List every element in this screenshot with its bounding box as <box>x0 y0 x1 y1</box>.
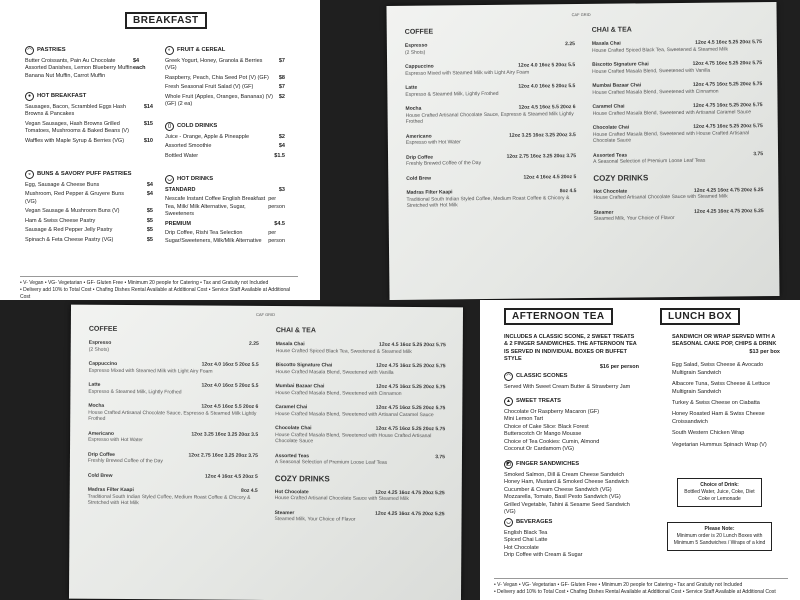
menu-item: Madras Filter Kaapi 8oz 4.5 Traditional South Indian Styled Coffee, Medium Roast Coffee & Chicory & Stretched with Hot Milk <box>87 486 258 507</box>
footer-line: • Delivery add 10% to Total Cost • Chafing Dishes Rental Available at Additional Cost • Service Staff Available at Additional Cost <box>494 589 776 595</box>
menu-item: Americano 12oz 3.25 16oz 3.25 20oz 3.5 Espresso with Hot Water <box>405 131 576 146</box>
cake-icon: ▲ <box>504 397 513 406</box>
menu-item: Mini Lemon Tart <box>504 416 544 423</box>
menu-item: Cappuccino 12oz 4.0 16oz 5 20oz 5.5 Espresso Mixed with Steamed Milk with Light Airy Foam <box>405 62 576 77</box>
per-person: per person <box>268 196 286 210</box>
sweet-heading: SWEET TREATS <box>516 397 561 404</box>
menu-item: Biscotto Signature Chai 12oz 4.75 16oz 5.25 20oz 5.75 House Crafted Masala Blend, Sweetened with Vanilla <box>275 362 446 376</box>
cafe-logo: CAF GRID <box>571 11 591 18</box>
menu-item: Mocha 12oz 4.5 16oz 5.5 20oz 6 House Crafted Artisanal Chocolate Sauce, Espresso & Steamed Milk Lightly Frothed <box>88 402 259 422</box>
footer-line: • V- Vegan • VG- Vegetarian • GF- Gluten Free • Minimum 20 people for Catering • Tax and Gratuity not Included <box>494 582 743 588</box>
scones-section <box>504 372 639 391</box>
price: $10 <box>143 137 153 144</box>
price: $5 <box>146 236 153 243</box>
menu-item: South Western Chicken Wrap <box>672 430 745 437</box>
menu-item: Assorted Smoothie <box>165 143 212 150</box>
menu-item: Latte 12oz 4.0 16oz 5 20oz 5.5 Espresso & Steamed Milk, Lightly Frothed <box>88 381 259 396</box>
menu-item: Butterscotch Or Mango Mousse <box>504 431 582 438</box>
menu-item: Assorted Teas 3.75 A Seasonal Selection of Premium Loose Leaf Teas <box>593 150 764 165</box>
afternoon-intro: INCLUDES A CLASSIC SCONE, 2 SWEET TREATS & 2 FINGER SANDWICHES. THE AFTERNOON TEA IS SERVED IN INDIVIDUAL BOXES OR BUFFET STYLE $16 per person <box>504 334 639 370</box>
menu-item: Vegan Sausage & Mushroom Buns (V) <box>25 208 120 215</box>
hot-drinks-section <box>165 175 285 247</box>
price: $5 <box>146 227 153 234</box>
menu-item: Cappuccino 12oz 4.0 16oz 5 20oz 5.5 Espresso Mixed with Steamed Milk with Light Airy Foam <box>88 360 259 375</box>
menu-item: Honey Roasted Ham & Swiss Cheese Croissandwich <box>672 411 765 425</box>
fruit-heading: FRUIT & CEREAL <box>177 46 226 53</box>
afternoon-footer <box>494 578 788 596</box>
cold-drinks-section <box>165 122 285 162</box>
menu-item: Bottled Water <box>165 152 199 159</box>
menu-item: Sausage & Red Pepper Jelly Pastry <box>25 227 113 234</box>
price: $5 <box>146 217 153 224</box>
menu-item: Hot Chocolate 12oz 4.25 16oz 4.75 20oz 5.25 House Crafted Artisanal Chocolate Sauce with Steamed Milk <box>274 489 445 503</box>
fruit-icon: ◐ <box>165 46 174 55</box>
menu-item: Choice of Cake Slice: Black Forest <box>504 423 589 430</box>
price: $2 <box>278 134 285 140</box>
teacup-icon: ◡ <box>504 518 513 527</box>
lunch-box-title: LUNCH BOX <box>660 308 740 325</box>
sandwich-icon: ◩ <box>504 460 513 469</box>
price: $3 <box>278 187 285 193</box>
cafe-menu-paper <box>69 305 463 600</box>
menu-item: Drip Coffee 12oz 2.75 16oz 3.25 20oz 3.75 Freshly Brewed Coffee of the Day <box>406 152 577 167</box>
cafe-menu-photo-top <box>320 0 800 300</box>
cozy-heading: COZY DRINKS <box>593 172 649 183</box>
price: $7 <box>278 58 285 64</box>
price: $4.5 <box>274 220 285 227</box>
price: $1.5 <box>274 152 285 159</box>
plate-icon: ● <box>25 92 34 101</box>
menu-item: Served With Sweet Cream Butter & Strawberry Jam <box>504 384 631 390</box>
buns-heading: BUNS & SAVORY PUFF PASTRIES <box>37 170 132 177</box>
menu-item: Espresso 2.25 (2 Shots) <box>404 41 575 56</box>
lunch-intro: SANDWICH OR WRAP SERVED WITH A SEASONAL CAKE POP, CHIPS & DRINK <box>672 334 777 348</box>
menu-item: Hot Chocolate 12oz 4.25 16oz 4.75 20oz 5.25 House Crafted Artisanal Chocolate Sauce with Steamed Milk <box>593 187 764 202</box>
scone-icon: ◠ <box>504 372 513 381</box>
menu-item: Drip Coffee, Rishi Tea Selection Sugar/Sweeteners, Milk/Milk Alternative <box>165 230 262 244</box>
menu-item: Madras Filter Kaapi 8oz 4.5 Traditional South Indian Styled Coffee, Medium Roast Coffee & Chicory & Stretched with Hot Milk <box>406 188 577 209</box>
note-box: Please Note: Minimum order is 20 Lunch Boxes with Minimum 5 Sandwiches / Wraps of a kind <box>667 522 772 551</box>
hot-breakfast-heading: HOT BREAKFAST <box>37 92 87 99</box>
drink-choice-box: Choice of Drink: Bottled Water, Juice, Coke, Diet Coke or Lemonade <box>677 478 762 507</box>
menu-item: Albacore Tuna, Swiss Cheese & Lettuce Multigrain Sandwich <box>672 381 771 395</box>
menu-item: Honey Ham, Mustard & Smoked Cheese Sandwich <box>504 479 629 486</box>
menu-item: Chocolate Or Raspberry Macaron (GF) <box>504 409 600 415</box>
menu-item: Raspberry, Peach, Chia Seed Pot (V) (GF) <box>165 74 269 81</box>
menu-item: Biscotto Signature Chai 12oz 4.75 16oz 5.25 20oz 5.75 House Crafted Masala Blend, Sweetened with Vanilla <box>592 60 763 75</box>
pastries-heading: PASTRIES <box>37 46 66 53</box>
menu-item: Smoked Salmon, Dill & Cream Cheese Sandwich <box>504 472 625 478</box>
menu-item: Masala Chai 12oz 4.5 16oz 5.25 20oz 5.75 House Crafted Spiced Black Tea, Sweetened & Steamed Milk <box>591 39 762 54</box>
chai-column <box>592 24 764 231</box>
menu-item: Chocolate Chai 12oz 4.75 16oz 5.25 20oz 5.75 House Crafted Masala Blend, Sweetened with House Crafted Artisanal Chocolate Sauce <box>592 123 763 144</box>
cup-icon: ▯ <box>165 122 174 131</box>
sweet-treats-section <box>504 397 639 454</box>
menu-item: Mumbai Bazaar Chai 12oz 4.75 16oz 5.25 20oz 5.75 House Crafted Masala Blend, Sweetened with Cinnamon <box>592 81 763 96</box>
finger-sandwiches-section <box>504 460 639 517</box>
menu-item: Sausages, Bacon, Scrambled Eggs Hash Browns & Pancakes <box>25 104 126 118</box>
breakfast-menu <box>0 0 318 300</box>
menu-item: Egg Salad, Swiss Cheese & Avocado Multigrain Sandwich <box>672 362 764 376</box>
price: $16 per person <box>599 363 639 370</box>
lunch-box-section <box>672 334 780 453</box>
price: $15 <box>143 120 153 127</box>
menu-item: Drip Coffee 12oz 2.75 16oz 3.25 20oz 3.75 Freshly Brewed Coffee of the Day <box>87 451 259 465</box>
menu-item: Butter Croissants, Pain Au Chocolate Assorted Danishes, Lemon Blueberry Muffin Banana Nut Muffin, Carrot Muffin <box>25 58 133 79</box>
coffee-heading: COFFEE <box>88 325 118 333</box>
menu-item: Steamer 12oz 4.25 16oz 4.75 20oz 5.25 Steamed Milk, Your Choice of Flavor <box>274 510 445 524</box>
price: $4 <box>146 182 153 188</box>
menu-item: Spiced Chai Latte <box>504 537 548 544</box>
beverages-heading: BEVERAGES <box>516 518 553 525</box>
menu-item: Egg, Sausage & Cheese Buns <box>25 182 100 188</box>
menu-item: Hot Chocolate <box>504 544 539 551</box>
chai-heading: CHAI & TEA <box>275 327 316 335</box>
price: $4 <box>146 191 153 198</box>
menu-item: Fresh Seasonal Fruit Salad (V) (GF) <box>165 84 254 91</box>
chai-heading: CHAI & TEA <box>591 26 632 34</box>
cafe-logo: CAF GRID <box>255 311 276 318</box>
afternoon-lunch-menu <box>482 300 800 600</box>
beverages-section <box>504 518 639 560</box>
hot-drinks-heading: HOT DRINKS <box>177 175 214 182</box>
price: $5 <box>146 208 153 215</box>
sandwich-heading: FINGER SANDWICHES <box>516 460 580 467</box>
per-person: per person <box>268 230 286 244</box>
menu-item: Cold Brew 12oz 4 16oz 4.5 20oz 5 <box>406 173 577 182</box>
menu-item: Americano 12oz 3.25 16oz 3.25 20oz 3.5 Espresso with Hot Water <box>88 430 259 444</box>
menu-item: Turkey & Swiss Cheese on Ciabatta <box>672 399 760 406</box>
menu-item: Choice of Tea Cookies: Cumin, Almond <box>504 438 600 445</box>
hot-breakfast-section <box>25 92 153 147</box>
price: $14 <box>143 104 153 110</box>
fruit-section <box>165 46 285 111</box>
menu-item: Nescafe Instant Coffee English Breakfast Tea, Milk/ Milk Alternative, Sugar, Sweeteners <box>165 196 266 218</box>
premium-label: PREMIUM <box>165 220 191 227</box>
menu-item: Mushroom, Red Pepper & Gruyere Buns (VG) <box>25 191 125 205</box>
breakfast-title: BREAKFAST <box>125 12 207 29</box>
menu-item: Waffles with Maple Syrup & Berries (VG) <box>25 137 125 144</box>
coffee-column <box>88 325 259 516</box>
croissant-icon: ◠ <box>25 46 34 55</box>
cold-drinks-heading: COLD DRINKS <box>177 122 218 129</box>
menu-item: Caramel Chai 12oz 4.75 16oz 5.25 20oz 5.75 House Crafted Masala Blend, Sweetened with Artisanal Caramel Sauce <box>592 102 763 117</box>
mug-icon: ◡ <box>165 175 174 184</box>
menu-item: Grilled Vegetable, Tahini & Sesame Seed Sandwich (VG) <box>504 501 630 516</box>
afternoon-tea-title: AFTERNOON TEA <box>504 308 613 325</box>
menu-item: Spinach & Feta Cheese Pastry (VG) <box>25 236 114 243</box>
menu-item: Espresso 2.25 (2 Shots) <box>88 339 259 353</box>
price: $7 <box>278 84 285 91</box>
price: $13 per box <box>749 348 780 355</box>
menu-item: Caramel Chai 12oz 4.75 16oz 5.25 20oz 5.75 House Crafted Masala Blend, Sweetened with Artisanal Caramel Sauce <box>275 404 446 418</box>
coffee-heading: COFFEE <box>404 28 434 36</box>
bun-icon: ◒ <box>25 170 34 179</box>
price: $4 <box>278 143 285 150</box>
menu-item: Ham & Swiss Cheese Pastry <box>25 217 96 224</box>
price: $2 <box>278 93 285 100</box>
cozy-heading: COZY DRINKS <box>274 473 330 484</box>
cafe-menu-paper <box>386 2 779 300</box>
footer-line: • Delivery add 10% to Total Cost • Chafing Dishes Rental Available at Additional Cost • Service Staff Available at Additional Cost <box>20 287 291 300</box>
menu-item: Cucumber & Cream Cheese Sandwich (VG) <box>504 486 612 493</box>
menu-item: Mocha 12oz 4.5 16oz 5.5 20oz 6 House Crafted Artisanal Chocolate Sauce, Espresso & Steamed Milk Lightly Frothed <box>405 104 576 125</box>
footer-line: • V- Vegan • VG- Vegetarian • GF- Gluten Free • Minimum 20 people for Catering • Tax and Gratuity not Included <box>20 280 269 286</box>
menu-item: Juice - Orange, Apple & Pineapple <box>165 134 250 140</box>
menu-item: Steamer 12oz 4.25 16oz 4.75 20oz 5.25 Steamed Milk, Your Choice of Flavor <box>593 208 764 223</box>
menu-item: Chocolate Chai 12oz 4.75 16oz 5.25 20oz 5.75 House Crafted Masala Blend, Sweetened with House Crafted Artisanal Chocolate Sauce <box>275 425 446 445</box>
chai-column <box>274 326 445 532</box>
buns-section <box>25 170 153 246</box>
menu-item: Whole Fruit (Apples, Oranges, Bananas) (V) (GF) (2 ea) <box>165 93 273 108</box>
pastries-section <box>25 46 153 82</box>
price: $4 each <box>133 58 146 72</box>
menu-item: Latte 12oz 4.0 16oz 5 20oz 5.5 Espresso & Steamed Milk, Lightly Frothed <box>405 83 576 98</box>
scones-heading: CLASSIC SCONES <box>516 372 568 379</box>
price: $8 <box>278 74 285 81</box>
cafe-menu-photo-bottom <box>0 300 480 600</box>
breakfast-footer <box>20 276 298 300</box>
menu-item: Greek Yogurt, Honey, Granola & Berries (VG) <box>165 58 263 72</box>
menu-item: English Black Tea <box>504 530 548 536</box>
menu-item: Vegan Sausages, Hash Browns Grilled Tomatoes, Mushrooms & Baked Beans (V) <box>25 120 129 135</box>
menu-item: Mumbai Bazaar Chai 12oz 4.75 16oz 5.25 20oz 5.75 House Crafted Masala Blend, Sweetened with Cinnamon <box>275 383 446 397</box>
coffee-column <box>405 26 577 217</box>
menu-item: Vegetarian Hummus Spinach Wrap (V) <box>672 441 767 448</box>
standard-label: STANDARD <box>165 187 196 193</box>
menu-item: Drip Coffee with Cream & Sugar <box>504 552 583 559</box>
menu-item: Mozzarella, Tomato, Basil Pesto Sandwich (VG) <box>504 494 621 501</box>
menu-item: Assorted Teas 3.75 A Seasonal Selection of Premium Loose Leaf Teas <box>274 452 445 466</box>
menu-item: Coconut Or Cardamom (VG) <box>504 446 574 453</box>
menu-item: Masala Chai 12oz 4.5 16oz 5.25 20oz 5.75 House Crafted Spiced Black Tea, Sweetened & Steamed Milk <box>275 341 446 355</box>
menu-item: Cold Brew 12oz 4 16oz 4.5 20oz 5 <box>87 472 258 480</box>
